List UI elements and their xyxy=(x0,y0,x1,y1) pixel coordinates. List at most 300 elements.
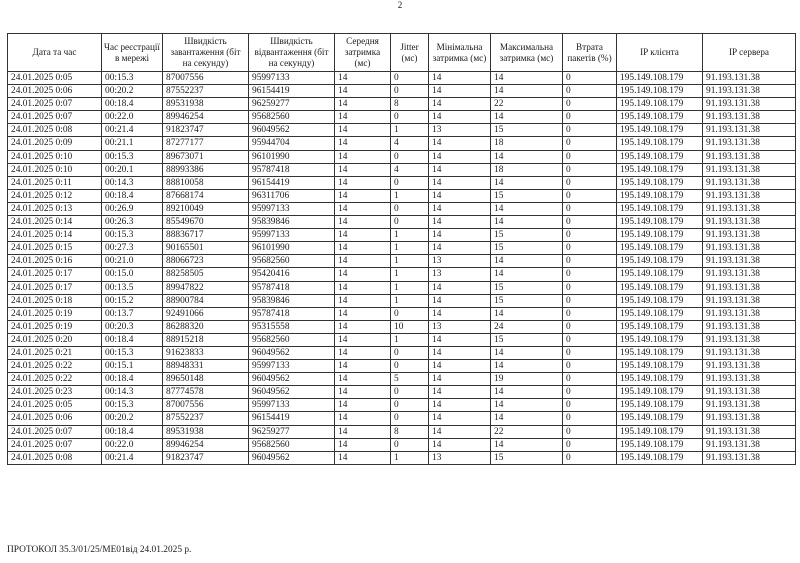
cell-jitter: 1 xyxy=(391,451,429,464)
cell-registration-time: 00:26.3 xyxy=(102,216,163,229)
cell-client-ip: 195.149.108.179 xyxy=(617,307,703,320)
cell-upload-speed: 96259277 xyxy=(249,425,335,438)
cell-registration-time: 00:15.2 xyxy=(102,294,163,307)
cell-date-time: 24.01.2025 0:10 xyxy=(8,163,102,176)
cell-packet-loss: 0 xyxy=(563,399,617,412)
cell-jitter: 4 xyxy=(391,163,429,176)
cell-min-latency: 14 xyxy=(429,229,491,242)
header-min-latency: Мінімальна затримка (мс) xyxy=(429,34,491,72)
cell-packet-loss: 0 xyxy=(563,333,617,346)
cell-max-latency: 18 xyxy=(491,137,563,150)
cell-avg-latency: 14 xyxy=(335,294,391,307)
cell-download-speed: 90165501 xyxy=(163,242,249,255)
cell-date-time: 24.01.2025 0:07 xyxy=(8,111,102,124)
cell-client-ip: 195.149.108.179 xyxy=(617,111,703,124)
cell-registration-time: 00:22.0 xyxy=(102,438,163,451)
cell-upload-speed: 96049562 xyxy=(249,373,335,386)
cell-client-ip: 195.149.108.179 xyxy=(617,98,703,111)
cell-upload-speed: 95787418 xyxy=(249,281,335,294)
cell-server-ip: 91.193.131.38 xyxy=(703,85,796,98)
cell-client-ip: 195.149.108.179 xyxy=(617,85,703,98)
cell-min-latency: 14 xyxy=(429,242,491,255)
table-row xyxy=(8,451,796,464)
cell-upload-speed: 95682560 xyxy=(249,333,335,346)
cell-date-time: 24.01.2025 0:17 xyxy=(8,268,102,281)
cell-avg-latency: 14 xyxy=(335,202,391,215)
header-registration-time: Час реєстрації в мережі xyxy=(102,34,163,72)
cell-download-speed: 89946254 xyxy=(163,111,249,124)
cell-packet-loss: 0 xyxy=(563,438,617,451)
cell-max-latency: 22 xyxy=(491,425,563,438)
cell-server-ip: 91.193.131.38 xyxy=(703,150,796,163)
table-row xyxy=(8,333,796,346)
cell-avg-latency: 14 xyxy=(335,412,391,425)
cell-upload-speed: 96154419 xyxy=(249,176,335,189)
cell-server-ip: 91.193.131.38 xyxy=(703,242,796,255)
cell-registration-time: 00:15.3 xyxy=(102,346,163,359)
cell-date-time: 24.01.2025 0:14 xyxy=(8,229,102,242)
cell-client-ip: 195.149.108.179 xyxy=(617,399,703,412)
table-header-row xyxy=(8,34,796,72)
cell-max-latency: 14 xyxy=(491,386,563,399)
cell-packet-loss: 0 xyxy=(563,294,617,307)
cell-registration-time: 00:18.4 xyxy=(102,425,163,438)
cell-date-time: 24.01.2025 0:06 xyxy=(8,85,102,98)
cell-registration-time: 00:15.0 xyxy=(102,268,163,281)
cell-avg-latency: 14 xyxy=(335,72,391,85)
cell-avg-latency: 14 xyxy=(335,360,391,373)
cell-max-latency: 15 xyxy=(491,333,563,346)
cell-min-latency: 14 xyxy=(429,373,491,386)
cell-min-latency: 13 xyxy=(429,124,491,137)
cell-date-time: 24.01.2025 0:19 xyxy=(8,320,102,333)
cell-avg-latency: 14 xyxy=(335,373,391,386)
cell-max-latency: 14 xyxy=(491,399,563,412)
table-row xyxy=(8,373,796,386)
cell-packet-loss: 0 xyxy=(563,268,617,281)
cell-avg-latency: 14 xyxy=(335,386,391,399)
cell-upload-speed: 95420416 xyxy=(249,268,335,281)
table-row xyxy=(8,124,796,137)
cell-avg-latency: 14 xyxy=(335,399,391,412)
cell-client-ip: 195.149.108.179 xyxy=(617,294,703,307)
cell-server-ip: 91.193.131.38 xyxy=(703,438,796,451)
cell-min-latency: 14 xyxy=(429,346,491,359)
cell-download-speed: 87552237 xyxy=(163,85,249,98)
cell-upload-speed: 95839846 xyxy=(249,294,335,307)
cell-date-time: 24.01.2025 0:06 xyxy=(8,412,102,425)
table-row xyxy=(8,98,796,111)
cell-registration-time: 00:21.1 xyxy=(102,137,163,150)
cell-jitter: 1 xyxy=(391,281,429,294)
cell-max-latency: 14 xyxy=(491,85,563,98)
cell-avg-latency: 14 xyxy=(335,425,391,438)
cell-avg-latency: 14 xyxy=(335,320,391,333)
cell-max-latency: 14 xyxy=(491,346,563,359)
cell-date-time: 24.01.2025 0:19 xyxy=(8,307,102,320)
header-upload-speed: Швидкість відвантаження (біт на секунду) xyxy=(249,34,335,72)
cell-server-ip: 91.193.131.38 xyxy=(703,176,796,189)
cell-max-latency: 14 xyxy=(491,412,563,425)
cell-avg-latency: 14 xyxy=(335,98,391,111)
cell-upload-speed: 96154419 xyxy=(249,85,335,98)
cell-date-time: 24.01.2025 0:07 xyxy=(8,98,102,111)
cell-packet-loss: 0 xyxy=(563,216,617,229)
cell-registration-time: 00:22.0 xyxy=(102,111,163,124)
cell-min-latency: 14 xyxy=(429,360,491,373)
cell-download-speed: 85549670 xyxy=(163,216,249,229)
cell-server-ip: 91.193.131.38 xyxy=(703,451,796,464)
cell-upload-speed: 95944704 xyxy=(249,137,335,150)
cell-packet-loss: 0 xyxy=(563,72,617,85)
page-number: 2 xyxy=(397,0,403,10)
cell-registration-time: 00:15.1 xyxy=(102,360,163,373)
cell-download-speed: 91823747 xyxy=(163,124,249,137)
cell-server-ip: 91.193.131.38 xyxy=(703,373,796,386)
cell-max-latency: 15 xyxy=(491,451,563,464)
cell-date-time: 24.01.2025 0:16 xyxy=(8,255,102,268)
cell-jitter: 8 xyxy=(391,98,429,111)
cell-registration-time: 00:15.3 xyxy=(102,229,163,242)
cell-client-ip: 195.149.108.179 xyxy=(617,333,703,346)
table-row xyxy=(8,307,796,320)
cell-download-speed: 89650148 xyxy=(163,373,249,386)
cell-registration-time: 00:15.3 xyxy=(102,399,163,412)
cell-date-time: 24.01.2025 0:07 xyxy=(8,425,102,438)
cell-date-time: 24.01.2025 0:07 xyxy=(8,438,102,451)
cell-avg-latency: 14 xyxy=(335,438,391,451)
table-row xyxy=(8,281,796,294)
cell-min-latency: 13 xyxy=(429,255,491,268)
cell-date-time: 24.01.2025 0:12 xyxy=(8,189,102,202)
cell-date-time: 24.01.2025 0:14 xyxy=(8,216,102,229)
cell-date-time: 24.01.2025 0:21 xyxy=(8,346,102,359)
table-row xyxy=(8,176,796,189)
cell-max-latency: 14 xyxy=(491,360,563,373)
cell-upload-speed: 95787418 xyxy=(249,163,335,176)
cell-client-ip: 195.149.108.179 xyxy=(617,281,703,294)
cell-jitter: 0 xyxy=(391,360,429,373)
cell-client-ip: 195.149.108.179 xyxy=(617,72,703,85)
cell-jitter: 1 xyxy=(391,294,429,307)
header-download-speed: Швидкість завантаження (біт на секунду) xyxy=(163,34,249,72)
cell-avg-latency: 14 xyxy=(335,85,391,98)
cell-min-latency: 14 xyxy=(429,150,491,163)
cell-download-speed: 88993386 xyxy=(163,163,249,176)
cell-max-latency: 15 xyxy=(491,124,563,137)
cell-download-speed: 87552237 xyxy=(163,412,249,425)
cell-download-speed: 89947822 xyxy=(163,281,249,294)
cell-packet-loss: 0 xyxy=(563,176,617,189)
cell-jitter: 0 xyxy=(391,412,429,425)
cell-server-ip: 91.193.131.38 xyxy=(703,425,796,438)
cell-date-time: 24.01.2025 0:23 xyxy=(8,386,102,399)
cell-download-speed: 88948331 xyxy=(163,360,249,373)
cell-registration-time: 00:18.4 xyxy=(102,189,163,202)
cell-registration-time: 00:20.2 xyxy=(102,85,163,98)
table-row xyxy=(8,438,796,451)
speed-test-table xyxy=(7,33,796,465)
cell-server-ip: 91.193.131.38 xyxy=(703,137,796,150)
table-row xyxy=(8,229,796,242)
cell-avg-latency: 14 xyxy=(335,176,391,189)
cell-jitter: 1 xyxy=(391,333,429,346)
cell-client-ip: 195.149.108.179 xyxy=(617,373,703,386)
cell-min-latency: 14 xyxy=(429,412,491,425)
cell-max-latency: 14 xyxy=(491,202,563,215)
cell-max-latency: 18 xyxy=(491,163,563,176)
table-row xyxy=(8,255,796,268)
cell-registration-time: 00:14.3 xyxy=(102,386,163,399)
cell-min-latency: 13 xyxy=(429,451,491,464)
cell-registration-time: 00:21.4 xyxy=(102,124,163,137)
cell-server-ip: 91.193.131.38 xyxy=(703,320,796,333)
cell-download-speed: 88066723 xyxy=(163,255,249,268)
cell-max-latency: 14 xyxy=(491,255,563,268)
cell-client-ip: 195.149.108.179 xyxy=(617,150,703,163)
cell-jitter: 5 xyxy=(391,373,429,386)
cell-packet-loss: 0 xyxy=(563,189,617,202)
cell-upload-speed: 95997133 xyxy=(249,360,335,373)
cell-client-ip: 195.149.108.179 xyxy=(617,425,703,438)
cell-download-speed: 89673071 xyxy=(163,150,249,163)
cell-registration-time: 00:21.4 xyxy=(102,451,163,464)
cell-registration-time: 00:15.3 xyxy=(102,72,163,85)
cell-download-speed: 87007556 xyxy=(163,399,249,412)
cell-min-latency: 14 xyxy=(429,72,491,85)
cell-upload-speed: 96259277 xyxy=(249,98,335,111)
cell-jitter: 0 xyxy=(391,346,429,359)
table-row xyxy=(8,320,796,333)
header-server-ip: IP сервера xyxy=(703,34,796,72)
cell-download-speed: 88900784 xyxy=(163,294,249,307)
cell-packet-loss: 0 xyxy=(563,320,617,333)
cell-packet-loss: 0 xyxy=(563,124,617,137)
cell-jitter: 0 xyxy=(391,202,429,215)
cell-upload-speed: 96049562 xyxy=(249,346,335,359)
cell-client-ip: 195.149.108.179 xyxy=(617,229,703,242)
cell-client-ip: 195.149.108.179 xyxy=(617,202,703,215)
table-row xyxy=(8,412,796,425)
cell-max-latency: 14 xyxy=(491,307,563,320)
cell-download-speed: 91623833 xyxy=(163,346,249,359)
cell-avg-latency: 14 xyxy=(335,255,391,268)
table-row xyxy=(8,216,796,229)
table-row xyxy=(8,202,796,215)
cell-client-ip: 195.149.108.179 xyxy=(617,360,703,373)
cell-packet-loss: 0 xyxy=(563,373,617,386)
cell-min-latency: 14 xyxy=(429,202,491,215)
cell-min-latency: 14 xyxy=(429,216,491,229)
protocol-footer: ПРОТОКОЛ 35.3/01/25/МЕ01від 24.01.2025 р. xyxy=(7,545,192,555)
cell-avg-latency: 14 xyxy=(335,150,391,163)
cell-min-latency: 14 xyxy=(429,425,491,438)
cell-download-speed: 87668174 xyxy=(163,189,249,202)
table-row xyxy=(8,85,796,98)
cell-registration-time: 00:15.3 xyxy=(102,150,163,163)
cell-min-latency: 14 xyxy=(429,111,491,124)
cell-avg-latency: 14 xyxy=(335,451,391,464)
header-date-time: Дата та час xyxy=(8,34,102,72)
table-body xyxy=(8,72,796,465)
header-packet-loss: Втрата пакетів (%) xyxy=(563,34,617,72)
cell-registration-time: 00:26.9 xyxy=(102,202,163,215)
cell-max-latency: 14 xyxy=(491,111,563,124)
cell-server-ip: 91.193.131.38 xyxy=(703,216,796,229)
cell-date-time: 24.01.2025 0:05 xyxy=(8,72,102,85)
cell-min-latency: 14 xyxy=(429,85,491,98)
cell-download-speed: 88258505 xyxy=(163,268,249,281)
header-max-latency: Максимальна затримка (мс) xyxy=(491,34,563,72)
cell-jitter: 10 xyxy=(391,320,429,333)
header-avg-latency: Середня затримка (мс) xyxy=(335,34,391,72)
cell-jitter: 0 xyxy=(391,216,429,229)
cell-server-ip: 91.193.131.38 xyxy=(703,333,796,346)
cell-jitter: 1 xyxy=(391,189,429,202)
table-row xyxy=(8,111,796,124)
cell-min-latency: 14 xyxy=(429,98,491,111)
cell-jitter: 0 xyxy=(391,150,429,163)
cell-min-latency: 14 xyxy=(429,333,491,346)
cell-packet-loss: 0 xyxy=(563,281,617,294)
cell-jitter: 0 xyxy=(391,85,429,98)
cell-max-latency: 14 xyxy=(491,268,563,281)
cell-server-ip: 91.193.131.38 xyxy=(703,281,796,294)
cell-max-latency: 14 xyxy=(491,216,563,229)
cell-server-ip: 91.193.131.38 xyxy=(703,399,796,412)
cell-registration-time: 00:14.3 xyxy=(102,176,163,189)
cell-max-latency: 14 xyxy=(491,438,563,451)
cell-min-latency: 14 xyxy=(429,294,491,307)
cell-registration-time: 00:13.5 xyxy=(102,281,163,294)
cell-avg-latency: 14 xyxy=(335,229,391,242)
cell-avg-latency: 14 xyxy=(335,333,391,346)
cell-client-ip: 195.149.108.179 xyxy=(617,242,703,255)
cell-max-latency: 14 xyxy=(491,150,563,163)
cell-client-ip: 195.149.108.179 xyxy=(617,163,703,176)
table-row xyxy=(8,137,796,150)
cell-download-speed: 88810058 xyxy=(163,176,249,189)
cell-registration-time: 00:20.3 xyxy=(102,320,163,333)
cell-packet-loss: 0 xyxy=(563,229,617,242)
cell-upload-speed: 96049562 xyxy=(249,124,335,137)
cell-min-latency: 14 xyxy=(429,176,491,189)
cell-registration-time: 00:21.0 xyxy=(102,255,163,268)
cell-jitter: 1 xyxy=(391,229,429,242)
cell-download-speed: 92491066 xyxy=(163,307,249,320)
cell-packet-loss: 0 xyxy=(563,255,617,268)
cell-client-ip: 195.149.108.179 xyxy=(617,189,703,202)
cell-date-time: 24.01.2025 0:15 xyxy=(8,242,102,255)
header-jitter: Jitter (мс) xyxy=(391,34,429,72)
cell-client-ip: 195.149.108.179 xyxy=(617,268,703,281)
table-row xyxy=(8,150,796,163)
cell-min-latency: 14 xyxy=(429,281,491,294)
cell-min-latency: 14 xyxy=(429,137,491,150)
cell-jitter: 1 xyxy=(391,268,429,281)
cell-upload-speed: 96049562 xyxy=(249,451,335,464)
cell-min-latency: 14 xyxy=(429,438,491,451)
cell-min-latency: 13 xyxy=(429,268,491,281)
table-row xyxy=(8,399,796,412)
cell-server-ip: 91.193.131.38 xyxy=(703,307,796,320)
cell-upload-speed: 96311706 xyxy=(249,189,335,202)
table-row xyxy=(8,294,796,307)
table-row xyxy=(8,189,796,202)
cell-download-speed: 89946254 xyxy=(163,438,249,451)
cell-server-ip: 91.193.131.38 xyxy=(703,111,796,124)
cell-upload-speed: 95997133 xyxy=(249,202,335,215)
cell-avg-latency: 14 xyxy=(335,242,391,255)
cell-packet-loss: 0 xyxy=(563,85,617,98)
table-row xyxy=(8,360,796,373)
cell-min-latency: 14 xyxy=(429,163,491,176)
cell-client-ip: 195.149.108.179 xyxy=(617,438,703,451)
cell-min-latency: 14 xyxy=(429,307,491,320)
cell-download-speed: 89210049 xyxy=(163,202,249,215)
cell-max-latency: 15 xyxy=(491,189,563,202)
table-row xyxy=(8,346,796,359)
cell-registration-time: 00:20.2 xyxy=(102,412,163,425)
header-client-ip: IP клієнта xyxy=(617,34,703,72)
cell-server-ip: 91.193.131.38 xyxy=(703,72,796,85)
cell-download-speed: 88836717 xyxy=(163,229,249,242)
cell-jitter: 0 xyxy=(391,307,429,320)
cell-min-latency: 14 xyxy=(429,189,491,202)
cell-jitter: 0 xyxy=(391,72,429,85)
cell-avg-latency: 14 xyxy=(335,124,391,137)
cell-upload-speed: 95997133 xyxy=(249,399,335,412)
cell-date-time: 24.01.2025 0:09 xyxy=(8,137,102,150)
cell-max-latency: 15 xyxy=(491,294,563,307)
cell-max-latency: 15 xyxy=(491,242,563,255)
cell-server-ip: 91.193.131.38 xyxy=(703,124,796,137)
cell-packet-loss: 0 xyxy=(563,111,617,124)
cell-max-latency: 15 xyxy=(491,229,563,242)
cell-min-latency: 14 xyxy=(429,386,491,399)
cell-upload-speed: 96154419 xyxy=(249,412,335,425)
cell-download-speed: 89531938 xyxy=(163,425,249,438)
cell-server-ip: 91.193.131.38 xyxy=(703,360,796,373)
cell-upload-speed: 95682560 xyxy=(249,438,335,451)
cell-jitter: 0 xyxy=(391,111,429,124)
cell-download-speed: 86288320 xyxy=(163,320,249,333)
cell-date-time: 24.01.2025 0:20 xyxy=(8,333,102,346)
cell-server-ip: 91.193.131.38 xyxy=(703,98,796,111)
cell-date-time: 24.01.2025 0:22 xyxy=(8,360,102,373)
cell-server-ip: 91.193.131.38 xyxy=(703,202,796,215)
cell-client-ip: 195.149.108.179 xyxy=(617,124,703,137)
cell-packet-loss: 0 xyxy=(563,137,617,150)
cell-download-speed: 87007556 xyxy=(163,72,249,85)
cell-server-ip: 91.193.131.38 xyxy=(703,163,796,176)
cell-jitter: 1 xyxy=(391,242,429,255)
cell-download-speed: 87277177 xyxy=(163,137,249,150)
cell-upload-speed: 95997133 xyxy=(249,229,335,242)
cell-server-ip: 91.193.131.38 xyxy=(703,346,796,359)
cell-max-latency: 14 xyxy=(491,72,563,85)
cell-packet-loss: 0 xyxy=(563,307,617,320)
cell-packet-loss: 0 xyxy=(563,163,617,176)
cell-client-ip: 195.149.108.179 xyxy=(617,412,703,425)
cell-upload-speed: 96101990 xyxy=(249,242,335,255)
cell-jitter: 0 xyxy=(391,438,429,451)
cell-packet-loss: 0 xyxy=(563,386,617,399)
table-row xyxy=(8,242,796,255)
cell-registration-time: 00:13.7 xyxy=(102,307,163,320)
cell-avg-latency: 14 xyxy=(335,281,391,294)
cell-upload-speed: 95787418 xyxy=(249,307,335,320)
